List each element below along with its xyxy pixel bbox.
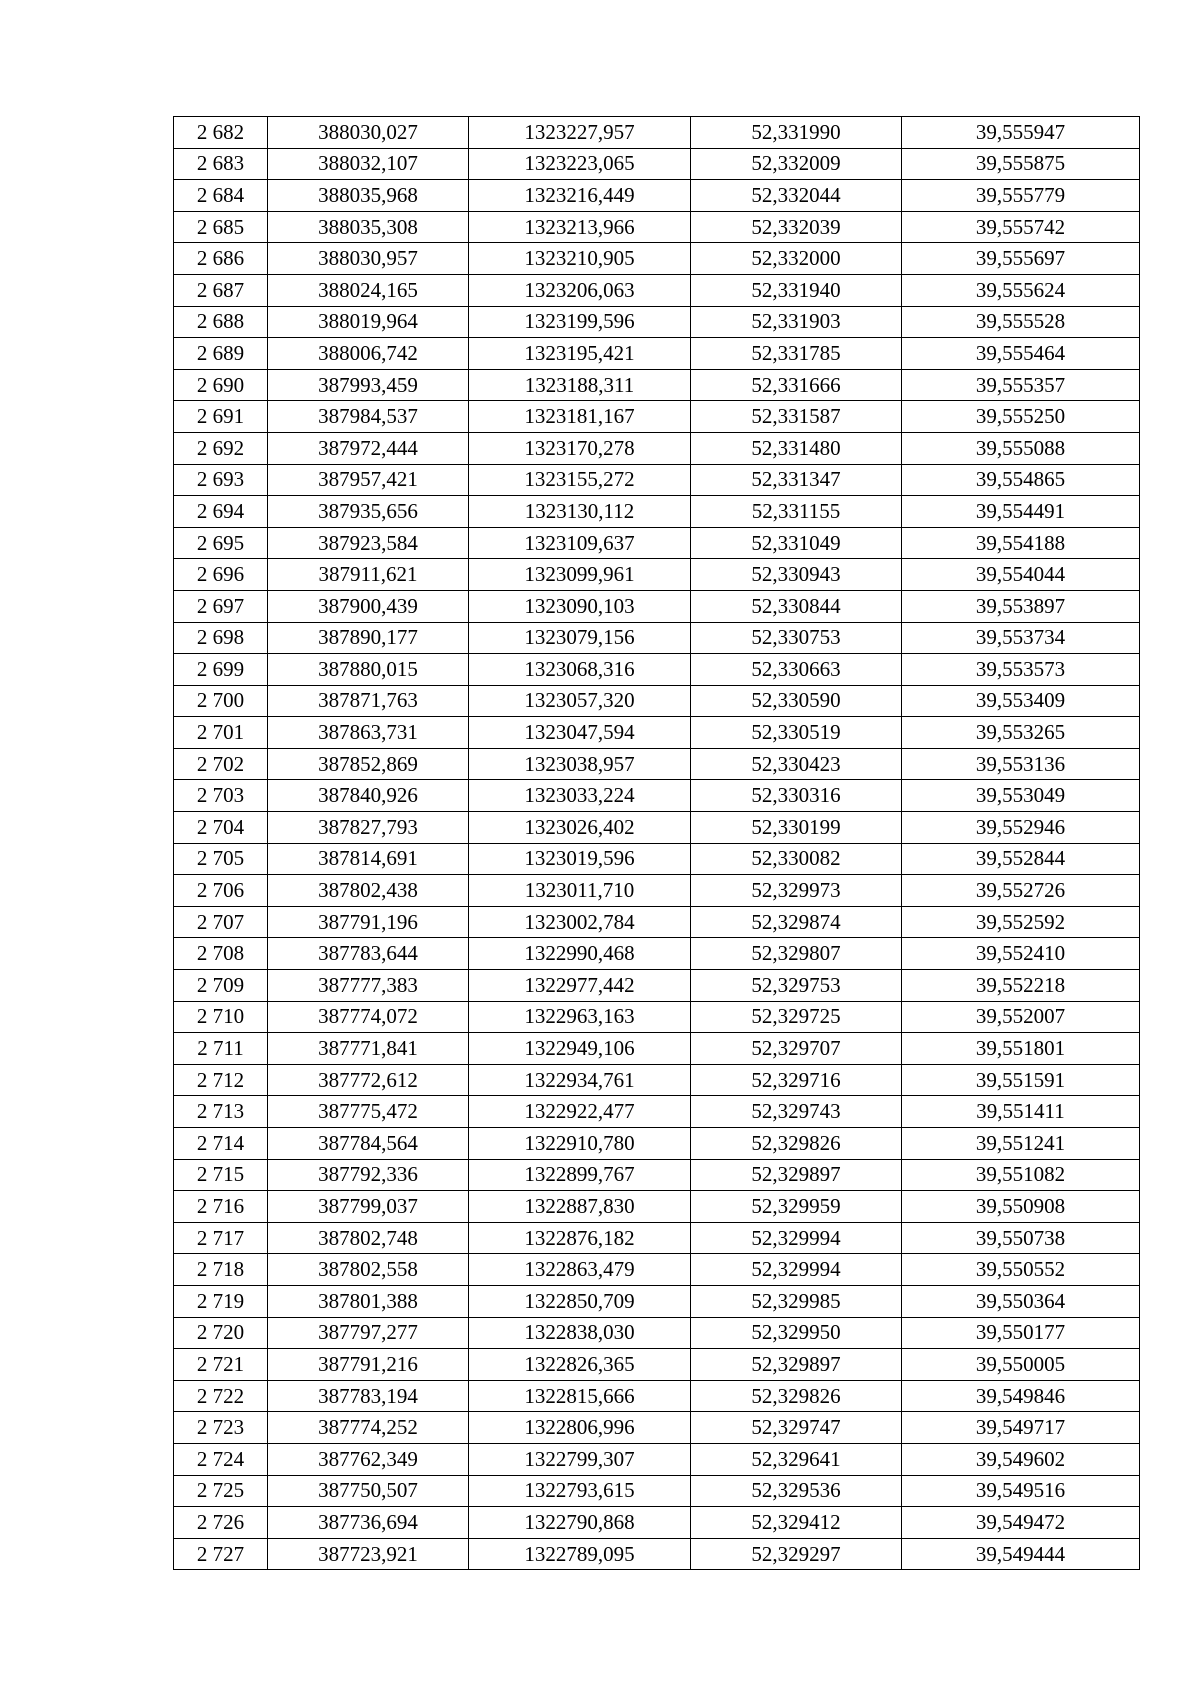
x-coordinate-cell: 387774,072 (268, 1001, 469, 1033)
point-number-cell: 2 688 (174, 306, 268, 338)
x-coordinate-cell: 387736,694 (268, 1507, 469, 1539)
x-coordinate-cell: 387863,731 (268, 717, 469, 749)
latitude-cell: 52,329985 (691, 1285, 902, 1317)
latitude-cell: 52,330590 (691, 685, 902, 717)
table-row (174, 654, 1140, 686)
longitude-cell: 39,555088 (902, 432, 1140, 464)
longitude-cell: 39,555742 (902, 211, 1140, 243)
x-coordinate-cell: 388030,027 (268, 117, 469, 149)
longitude-cell: 39,552410 (902, 938, 1140, 970)
point-number-cell: 2 698 (174, 622, 268, 654)
table-row (174, 117, 1140, 149)
latitude-cell: 52,331990 (691, 117, 902, 149)
point-number-cell: 2 714 (174, 1128, 268, 1160)
y-coordinate-cell: 1323002,784 (469, 906, 691, 938)
point-number-cell: 2 709 (174, 970, 268, 1002)
latitude-cell: 52,329743 (691, 1096, 902, 1128)
y-coordinate-cell: 1322990,468 (469, 938, 691, 970)
latitude-cell: 52,329716 (691, 1064, 902, 1096)
longitude-cell: 39,555779 (902, 180, 1140, 212)
x-coordinate-cell: 388006,742 (268, 338, 469, 370)
coordinates-table (173, 116, 1140, 1570)
x-coordinate-cell: 388024,165 (268, 274, 469, 306)
x-coordinate-cell: 387802,438 (268, 875, 469, 907)
x-coordinate-cell: 387797,277 (268, 1317, 469, 1349)
point-number-cell: 2 699 (174, 654, 268, 686)
table-row (174, 369, 1140, 401)
y-coordinate-cell: 1323057,320 (469, 685, 691, 717)
point-number-cell: 2 692 (174, 432, 268, 464)
latitude-cell: 52,329725 (691, 1001, 902, 1033)
table-row (174, 1001, 1140, 1033)
table-row (174, 432, 1140, 464)
longitude-cell: 39,553409 (902, 685, 1140, 717)
y-coordinate-cell: 1323033,224 (469, 780, 691, 812)
y-coordinate-cell: 1323223,065 (469, 148, 691, 180)
point-number-cell: 2 687 (174, 274, 268, 306)
x-coordinate-cell: 387840,926 (268, 780, 469, 812)
point-number-cell: 2 713 (174, 1096, 268, 1128)
table-row (174, 1096, 1140, 1128)
y-coordinate-cell: 1323188,311 (469, 369, 691, 401)
x-coordinate-cell: 387783,644 (268, 938, 469, 970)
point-number-cell: 2 708 (174, 938, 268, 970)
table-row (174, 1475, 1140, 1507)
x-coordinate-cell: 387799,037 (268, 1191, 469, 1223)
x-coordinate-cell: 387791,196 (268, 906, 469, 938)
y-coordinate-cell: 1323213,966 (469, 211, 691, 243)
y-coordinate-cell: 1322910,780 (469, 1128, 691, 1160)
y-coordinate-cell: 1322922,477 (469, 1096, 691, 1128)
table-row (174, 1254, 1140, 1286)
longitude-cell: 39,551241 (902, 1128, 1140, 1160)
latitude-cell: 52,329707 (691, 1033, 902, 1065)
y-coordinate-cell: 1322963,163 (469, 1001, 691, 1033)
latitude-cell: 52,330844 (691, 590, 902, 622)
latitude-cell: 52,329641 (691, 1443, 902, 1475)
y-coordinate-cell: 1323047,594 (469, 717, 691, 749)
x-coordinate-cell: 387771,841 (268, 1033, 469, 1065)
x-coordinate-cell: 387900,439 (268, 590, 469, 622)
longitude-cell: 39,550738 (902, 1222, 1140, 1254)
longitude-cell: 39,551801 (902, 1033, 1140, 1065)
table-row (174, 338, 1140, 370)
latitude-cell: 52,329807 (691, 938, 902, 970)
point-number-cell: 2 683 (174, 148, 268, 180)
longitude-cell: 39,554044 (902, 559, 1140, 591)
x-coordinate-cell: 387852,869 (268, 748, 469, 780)
table-row (174, 1507, 1140, 1539)
latitude-cell: 52,330423 (691, 748, 902, 780)
longitude-cell: 39,552218 (902, 970, 1140, 1002)
table-row (174, 717, 1140, 749)
table-row (174, 464, 1140, 496)
y-coordinate-cell: 1323130,112 (469, 496, 691, 528)
latitude-cell: 52,330082 (691, 843, 902, 875)
point-number-cell: 2 727 (174, 1538, 268, 1570)
point-number-cell: 2 690 (174, 369, 268, 401)
latitude-cell: 52,329897 (691, 1349, 902, 1381)
coordinates-table-body (174, 117, 1140, 1570)
longitude-cell: 39,550552 (902, 1254, 1140, 1286)
y-coordinate-cell: 1323206,063 (469, 274, 691, 306)
longitude-cell: 39,550005 (902, 1349, 1140, 1381)
latitude-cell: 52,329950 (691, 1317, 902, 1349)
latitude-cell: 52,329959 (691, 1191, 902, 1223)
table-row (174, 1317, 1140, 1349)
longitude-cell: 39,555528 (902, 306, 1140, 338)
longitude-cell: 39,555947 (902, 117, 1140, 149)
x-coordinate-cell: 387827,793 (268, 812, 469, 844)
longitude-cell: 39,552946 (902, 812, 1140, 844)
latitude-cell: 52,331480 (691, 432, 902, 464)
latitude-cell: 52,331940 (691, 274, 902, 306)
y-coordinate-cell: 1323210,905 (469, 243, 691, 275)
x-coordinate-cell: 387802,748 (268, 1222, 469, 1254)
y-coordinate-cell: 1322850,709 (469, 1285, 691, 1317)
x-coordinate-cell: 388019,964 (268, 306, 469, 338)
table-row (174, 148, 1140, 180)
point-number-cell: 2 702 (174, 748, 268, 780)
point-number-cell: 2 715 (174, 1159, 268, 1191)
y-coordinate-cell: 1322899,767 (469, 1159, 691, 1191)
x-coordinate-cell: 387972,444 (268, 432, 469, 464)
x-coordinate-cell: 387890,177 (268, 622, 469, 654)
point-number-cell: 2 717 (174, 1222, 268, 1254)
point-number-cell: 2 711 (174, 1033, 268, 1065)
point-number-cell: 2 707 (174, 906, 268, 938)
latitude-cell: 52,329973 (691, 875, 902, 907)
table-row (174, 843, 1140, 875)
table-row (174, 906, 1140, 938)
y-coordinate-cell: 1322826,365 (469, 1349, 691, 1381)
table-row (174, 748, 1140, 780)
latitude-cell: 52,329536 (691, 1475, 902, 1507)
longitude-cell: 39,549516 (902, 1475, 1140, 1507)
latitude-cell: 52,331903 (691, 306, 902, 338)
y-coordinate-cell: 1323090,103 (469, 590, 691, 622)
latitude-cell: 52,331587 (691, 401, 902, 433)
longitude-cell: 39,549602 (902, 1443, 1140, 1475)
point-number-cell: 2 693 (174, 464, 268, 496)
point-number-cell: 2 720 (174, 1317, 268, 1349)
latitude-cell: 52,330663 (691, 654, 902, 686)
x-coordinate-cell: 388032,107 (268, 148, 469, 180)
table-row (174, 970, 1140, 1002)
latitude-cell: 52,331347 (691, 464, 902, 496)
y-coordinate-cell: 1323026,402 (469, 812, 691, 844)
table-row (174, 1412, 1140, 1444)
x-coordinate-cell: 388035,308 (268, 211, 469, 243)
table-row (174, 527, 1140, 559)
longitude-cell: 39,551082 (902, 1159, 1140, 1191)
y-coordinate-cell: 1323038,957 (469, 748, 691, 780)
latitude-cell: 52,329994 (691, 1222, 902, 1254)
table-row (174, 1191, 1140, 1223)
point-number-cell: 2 725 (174, 1475, 268, 1507)
point-number-cell: 2 684 (174, 180, 268, 212)
table-row (174, 1159, 1140, 1191)
x-coordinate-cell: 387723,921 (268, 1538, 469, 1570)
longitude-cell: 39,553897 (902, 590, 1140, 622)
longitude-cell: 39,550908 (902, 1191, 1140, 1223)
longitude-cell: 39,551411 (902, 1096, 1140, 1128)
y-coordinate-cell: 1323216,449 (469, 180, 691, 212)
y-coordinate-cell: 1322799,307 (469, 1443, 691, 1475)
y-coordinate-cell: 1323011,710 (469, 875, 691, 907)
table-row (174, 401, 1140, 433)
point-number-cell: 2 718 (174, 1254, 268, 1286)
table-row (174, 812, 1140, 844)
longitude-cell: 39,552726 (902, 875, 1140, 907)
x-coordinate-cell: 387957,421 (268, 464, 469, 496)
table-row (174, 559, 1140, 591)
y-coordinate-cell: 1323227,957 (469, 117, 691, 149)
point-number-cell: 2 700 (174, 685, 268, 717)
table-row (174, 274, 1140, 306)
y-coordinate-cell: 1322790,868 (469, 1507, 691, 1539)
latitude-cell: 52,330316 (691, 780, 902, 812)
latitude-cell: 52,330753 (691, 622, 902, 654)
longitude-cell: 39,554491 (902, 496, 1140, 528)
point-number-cell: 2 712 (174, 1064, 268, 1096)
latitude-cell: 52,332039 (691, 211, 902, 243)
x-coordinate-cell: 387783,194 (268, 1380, 469, 1412)
x-coordinate-cell: 387777,383 (268, 970, 469, 1002)
point-number-cell: 2 686 (174, 243, 268, 275)
latitude-cell: 52,332044 (691, 180, 902, 212)
y-coordinate-cell: 1323099,961 (469, 559, 691, 591)
x-coordinate-cell: 387791,216 (268, 1349, 469, 1381)
x-coordinate-cell: 387774,252 (268, 1412, 469, 1444)
table-row (174, 306, 1140, 338)
table-row (174, 780, 1140, 812)
latitude-cell: 52,329826 (691, 1380, 902, 1412)
x-coordinate-cell: 387814,691 (268, 843, 469, 875)
y-coordinate-cell: 1322934,761 (469, 1064, 691, 1096)
x-coordinate-cell: 387880,015 (268, 654, 469, 686)
longitude-cell: 39,550364 (902, 1285, 1140, 1317)
longitude-cell: 39,553136 (902, 748, 1140, 780)
y-coordinate-cell: 1323068,316 (469, 654, 691, 686)
point-number-cell: 2 703 (174, 780, 268, 812)
longitude-cell: 39,549472 (902, 1507, 1140, 1539)
table-row (174, 1380, 1140, 1412)
table-row (174, 875, 1140, 907)
point-number-cell: 2 701 (174, 717, 268, 749)
longitude-cell: 39,552844 (902, 843, 1140, 875)
point-number-cell: 2 726 (174, 1507, 268, 1539)
latitude-cell: 52,329297 (691, 1538, 902, 1570)
x-coordinate-cell: 387911,621 (268, 559, 469, 591)
point-number-cell: 2 705 (174, 843, 268, 875)
y-coordinate-cell: 1322949,106 (469, 1033, 691, 1065)
longitude-cell: 39,549717 (902, 1412, 1140, 1444)
y-coordinate-cell: 1323181,167 (469, 401, 691, 433)
latitude-cell: 52,330519 (691, 717, 902, 749)
longitude-cell: 39,552592 (902, 906, 1140, 938)
x-coordinate-cell: 388030,957 (268, 243, 469, 275)
point-number-cell: 2 722 (174, 1380, 268, 1412)
latitude-cell: 52,330943 (691, 559, 902, 591)
table-row (174, 685, 1140, 717)
latitude-cell: 52,329994 (691, 1254, 902, 1286)
table-row (174, 211, 1140, 243)
point-number-cell: 2 697 (174, 590, 268, 622)
x-coordinate-cell: 387750,507 (268, 1475, 469, 1507)
latitude-cell: 52,331155 (691, 496, 902, 528)
longitude-cell: 39,555624 (902, 274, 1140, 306)
point-number-cell: 2 706 (174, 875, 268, 907)
x-coordinate-cell: 387784,564 (268, 1128, 469, 1160)
point-number-cell: 2 721 (174, 1349, 268, 1381)
point-number-cell: 2 719 (174, 1285, 268, 1317)
y-coordinate-cell: 1322789,095 (469, 1538, 691, 1570)
point-number-cell: 2 695 (174, 527, 268, 559)
latitude-cell: 52,329753 (691, 970, 902, 1002)
table-row (174, 622, 1140, 654)
point-number-cell: 2 724 (174, 1443, 268, 1475)
x-coordinate-cell: 387792,336 (268, 1159, 469, 1191)
latitude-cell: 52,331666 (691, 369, 902, 401)
x-coordinate-cell: 387871,763 (268, 685, 469, 717)
longitude-cell: 39,552007 (902, 1001, 1140, 1033)
longitude-cell: 39,550177 (902, 1317, 1140, 1349)
table-row (174, 1033, 1140, 1065)
y-coordinate-cell: 1322863,479 (469, 1254, 691, 1286)
table-row (174, 1538, 1140, 1570)
table-row (174, 1064, 1140, 1096)
point-number-cell: 2 685 (174, 211, 268, 243)
y-coordinate-cell: 1323170,278 (469, 432, 691, 464)
longitude-cell: 39,553049 (902, 780, 1140, 812)
longitude-cell: 39,554188 (902, 527, 1140, 559)
table-row (174, 1443, 1140, 1475)
latitude-cell: 52,330199 (691, 812, 902, 844)
table-row (174, 1285, 1140, 1317)
x-coordinate-cell: 387762,349 (268, 1443, 469, 1475)
point-number-cell: 2 704 (174, 812, 268, 844)
point-number-cell: 2 682 (174, 117, 268, 149)
y-coordinate-cell: 1323195,421 (469, 338, 691, 370)
longitude-cell: 39,551591 (902, 1064, 1140, 1096)
table-row (174, 1222, 1140, 1254)
longitude-cell: 39,555875 (902, 148, 1140, 180)
table-row (174, 590, 1140, 622)
latitude-cell: 52,332000 (691, 243, 902, 275)
latitude-cell: 52,331785 (691, 338, 902, 370)
latitude-cell: 52,329412 (691, 1507, 902, 1539)
x-coordinate-cell: 387775,472 (268, 1096, 469, 1128)
x-coordinate-cell: 387984,537 (268, 401, 469, 433)
table-row (174, 1349, 1140, 1381)
y-coordinate-cell: 1323079,156 (469, 622, 691, 654)
y-coordinate-cell: 1322793,615 (469, 1475, 691, 1507)
x-coordinate-cell: 388035,968 (268, 180, 469, 212)
x-coordinate-cell: 387802,558 (268, 1254, 469, 1286)
longitude-cell: 39,554865 (902, 464, 1140, 496)
y-coordinate-cell: 1323199,596 (469, 306, 691, 338)
y-coordinate-cell: 1323155,272 (469, 464, 691, 496)
x-coordinate-cell: 387923,584 (268, 527, 469, 559)
y-coordinate-cell: 1323019,596 (469, 843, 691, 875)
latitude-cell: 52,329747 (691, 1412, 902, 1444)
longitude-cell: 39,555357 (902, 369, 1140, 401)
point-number-cell: 2 694 (174, 496, 268, 528)
longitude-cell: 39,555250 (902, 401, 1140, 433)
point-number-cell: 2 689 (174, 338, 268, 370)
latitude-cell: 52,329897 (691, 1159, 902, 1191)
latitude-cell: 52,329826 (691, 1128, 902, 1160)
x-coordinate-cell: 387801,388 (268, 1285, 469, 1317)
longitude-cell: 39,555464 (902, 338, 1140, 370)
longitude-cell: 39,553734 (902, 622, 1140, 654)
point-number-cell: 2 691 (174, 401, 268, 433)
latitude-cell: 52,332009 (691, 148, 902, 180)
point-number-cell: 2 723 (174, 1412, 268, 1444)
table-row (174, 938, 1140, 970)
point-number-cell: 2 710 (174, 1001, 268, 1033)
table-row (174, 496, 1140, 528)
point-number-cell: 2 696 (174, 559, 268, 591)
y-coordinate-cell: 1322806,996 (469, 1412, 691, 1444)
y-coordinate-cell: 1322977,442 (469, 970, 691, 1002)
y-coordinate-cell: 1323109,637 (469, 527, 691, 559)
latitude-cell: 52,329874 (691, 906, 902, 938)
longitude-cell: 39,553573 (902, 654, 1140, 686)
longitude-cell: 39,553265 (902, 717, 1140, 749)
y-coordinate-cell: 1322876,182 (469, 1222, 691, 1254)
y-coordinate-cell: 1322815,666 (469, 1380, 691, 1412)
y-coordinate-cell: 1322838,030 (469, 1317, 691, 1349)
latitude-cell: 52,331049 (691, 527, 902, 559)
longitude-cell: 39,549846 (902, 1380, 1140, 1412)
x-coordinate-cell: 387935,656 (268, 496, 469, 528)
x-coordinate-cell: 387993,459 (268, 369, 469, 401)
x-coordinate-cell: 387772,612 (268, 1064, 469, 1096)
table-row (174, 180, 1140, 212)
y-coordinate-cell: 1322887,830 (469, 1191, 691, 1223)
table-row (174, 243, 1140, 275)
longitude-cell: 39,555697 (902, 243, 1140, 275)
point-number-cell: 2 716 (174, 1191, 268, 1223)
longitude-cell: 39,549444 (902, 1538, 1140, 1570)
table-row (174, 1128, 1140, 1160)
